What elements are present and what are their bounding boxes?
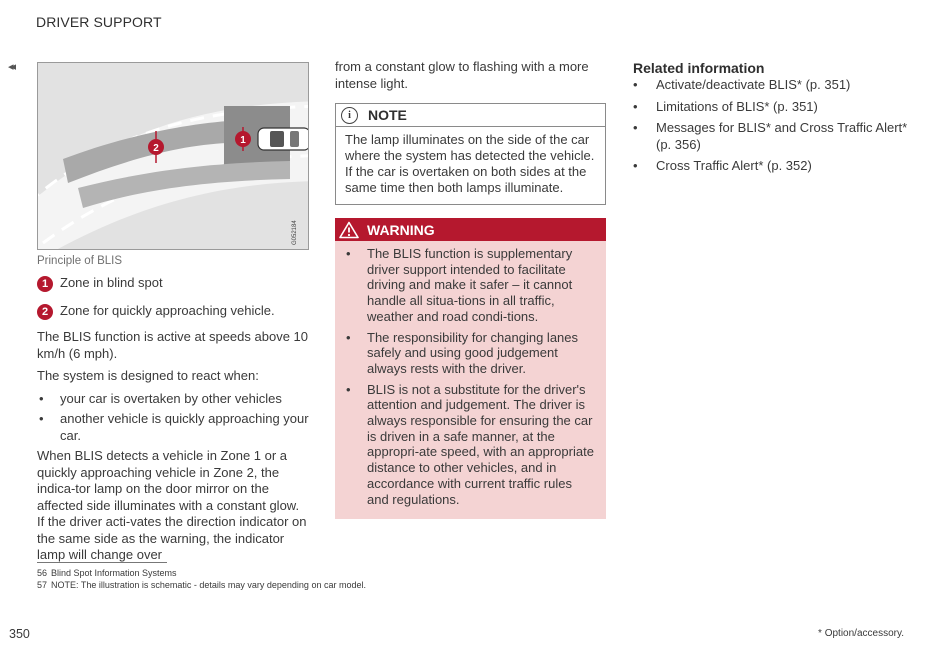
detection-paragraph: When BLIS detects a vehicle in Zone 1 or a quickly approaching vehicle in Zone 2, the indica-tor lamp on the door mirror on the affected side illuminates with a constant glow. If the driver acti-vates the direction indicator on the same side as the warning, the indicator lamp will change over (37, 448, 307, 562)
legend-text-2: Zone for quickly approaching vehicle. (60, 303, 275, 318)
footnote-57: 57 NOTE: The illustration is schematic - details may vary depending on car model. (37, 580, 366, 590)
list-item: • your car is overtaken by other vehicles (37, 391, 309, 408)
warning-box (335, 218, 606, 519)
warning-body (335, 241, 606, 519)
warning-header (335, 218, 606, 241)
back-arrows-icon[interactable]: ◂◂ (8, 61, 14, 73)
related-link-activate[interactable]: Activate/deactivate BLIS* (p. 351) (656, 77, 851, 92)
related-link-cross-traffic[interactable]: Cross Traffic Alert* (p. 352) (656, 158, 812, 173)
right-column (633, 60, 913, 180)
warning-triangle-icon (339, 221, 359, 239)
note-text: The lamp illuminates on the side of the car where the system has detected the vehicle. If the car is overtaken on both sides at the same time then both lamps illuminate. (345, 132, 595, 195)
legend-item-1 (37, 275, 309, 292)
speed-paragraph: The BLIS function is active at speeds above 10 km/h (6 mph). (37, 329, 309, 361)
badge-1: 1 (37, 276, 53, 292)
option-accessory-note: * Option/accessory. (818, 628, 904, 639)
footnote-rule (37, 562, 167, 563)
page-number: 350 (9, 627, 30, 641)
page-header: DRIVER SUPPORT (36, 14, 162, 30)
note-header (336, 104, 605, 127)
image-code: G052184 (292, 220, 298, 245)
related-link-limitations[interactable]: Limitations of BLIS* (p. 351) (656, 98, 818, 114)
badge-2: 2 (37, 304, 53, 320)
legend-item-2 (37, 303, 309, 320)
warning-list (344, 246, 596, 507)
detection-paragraph-cont: from a constant glow to flashing with a more intense light. (335, 59, 589, 91)
marker-1: 1 (240, 135, 246, 146)
footnote-56: 56 Blind Spot Information Systems (37, 568, 177, 578)
legend-text-1: Zone in blind spot (60, 275, 163, 290)
info-icon: i (341, 107, 358, 124)
related-heading: Related information (633, 60, 765, 76)
marker-2: 2 (153, 143, 159, 154)
footnotes (37, 567, 366, 591)
warning-item: • The BLIS function is supplementary driver support intended to facilitate driving and make it safer – it cannot handle all situa-tions in all traffic, weather and road condi-tions. (344, 246, 596, 325)
warning-item: • BLIS is not a substitute for the driver's attention and judgement. The driver is always responsible for ensuring the car is driven in a safe manner, at the appropri-ate speed, with an appropriate distance to other vehicles, and in accordance with current traffic rules and regulations. (344, 382, 596, 508)
related-links (633, 77, 913, 175)
figure-caption: Principle of BLIS (37, 255, 123, 267)
warning-title: WARNING (367, 221, 435, 238)
react-intro: The system is designed to react when: (37, 368, 259, 383)
middle-column (335, 59, 606, 519)
list-item: • another vehicle is quickly approaching your car. (37, 411, 309, 444)
blis-illustration (37, 62, 309, 250)
warning-item: • The responsibility for changing lanes safely and using good judgement always rests with the driver. (344, 330, 596, 377)
note-title: NOTE (368, 107, 407, 123)
left-column (37, 62, 309, 564)
related-link-messages[interactable]: Messages for BLIS* and Cross Traffic Alert* (p. 356) (656, 120, 908, 152)
road-diagram (38, 63, 308, 249)
react-list (37, 391, 309, 445)
note-box (335, 103, 606, 205)
